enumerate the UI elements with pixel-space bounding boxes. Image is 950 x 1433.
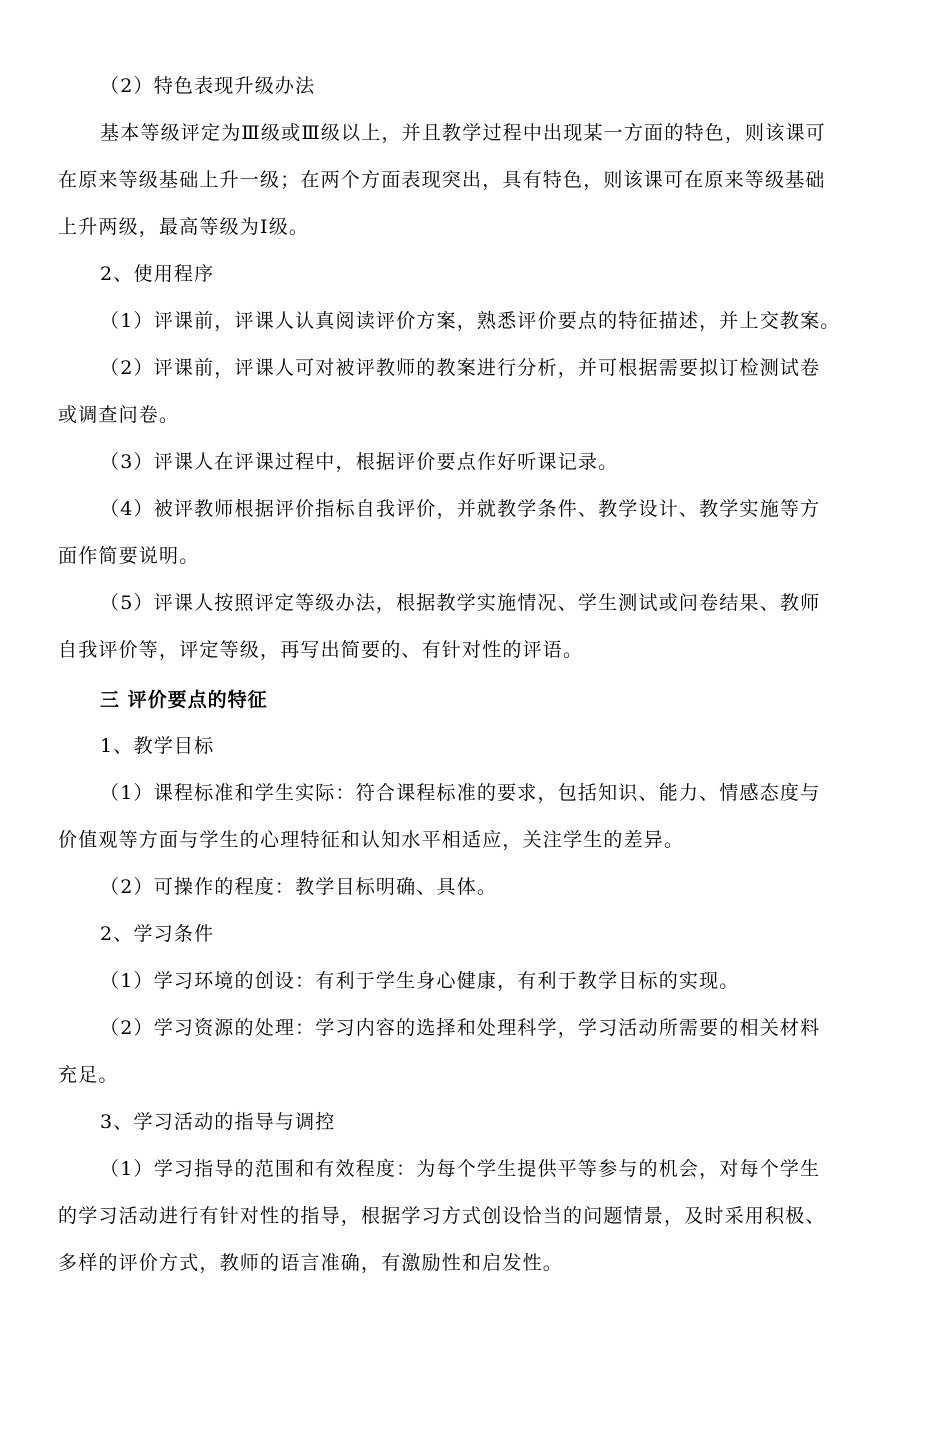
section-heading: 三 评价要点的特征 — [100, 689, 268, 711]
paragraph-line: 的学习活动进行有针对性的指导，根据学习方式创设恰当的问题情景，及时采用积极、 — [58, 1205, 826, 1227]
paragraph-line: 充足。 — [58, 1064, 119, 1086]
paragraph-line: （1）学习指导的范围和有效程度：为每个学生提供平等参与的机会，对每个学生 — [100, 1158, 821, 1180]
paragraph-line: （4）被评教师根据评价指标自我评价，并就教学条件、教学设计、教学实施等方 — [100, 498, 821, 520]
paragraph-line: （1）学习环境的创设：有利于学生身心健康，有利于教学目标的实现。 — [100, 970, 740, 992]
paragraph-line: 多样的评价方式，教师的语言准确，有激励性和启发性。 — [58, 1252, 564, 1274]
paragraph-line: 基本等级评定为Ⅲ级或Ⅲ级以上，并且教学过程中出现某一方面的特色，则该课可 — [100, 122, 826, 144]
section-item-title: 2、使用程序 — [100, 263, 215, 285]
section-item-title: 3、学习活动的指导与调控 — [100, 1111, 336, 1133]
paragraph-line: （1）课程标准和学生实际：符合课程标准的要求，包括知识、能力、情感态度与 — [100, 782, 821, 804]
paragraph-line: （2）学习资源的处理：学习内容的选择和处理科学，学习活动所需要的相关材料 — [100, 1017, 821, 1039]
section-item-title: 1、教学目标 — [100, 735, 215, 757]
paragraph-line: （3）评课人在评课过程中，根据评价要点作好听课记录。 — [100, 451, 619, 473]
paragraph-line: （2）可操作的程度：教学目标明确、具体。 — [100, 876, 498, 898]
section-item-title: 2、学习条件 — [100, 923, 215, 945]
paragraph-line: （1）评课前，评课人认真阅读评价方案，熟悉评价要点的特征描述，并上交教案。 — [100, 310, 841, 332]
paragraph-line: 价值观等方面与学生的心理特征和认知水平相适应，关注学生的差异。 — [58, 829, 685, 851]
paragraph-line: 在原来等级基础上升一级；在两个方面表现突出，具有特色，则该课可在原来等级基础 — [58, 169, 826, 191]
paragraph-line: （2）评课前，评课人可对被评教师的教案进行分析，并可根据需要拟订检测试卷 — [100, 357, 821, 379]
subsection-title: （2）特色表现升级办法 — [100, 75, 316, 97]
paragraph-line: 面作简要说明。 — [58, 545, 200, 567]
paragraph-line: 自我评价等，评定等级，再写出简要的、有针对性的评语。 — [58, 639, 584, 661]
paragraph-line: （5）评课人按照评定等级办法，根据教学实施情况、学生测试或问卷结果、教师 — [100, 592, 821, 614]
paragraph-line: 或调查问卷。 — [58, 404, 180, 426]
paragraph-line: 上升两级，最高等级为Ⅰ级。 — [58, 216, 310, 238]
